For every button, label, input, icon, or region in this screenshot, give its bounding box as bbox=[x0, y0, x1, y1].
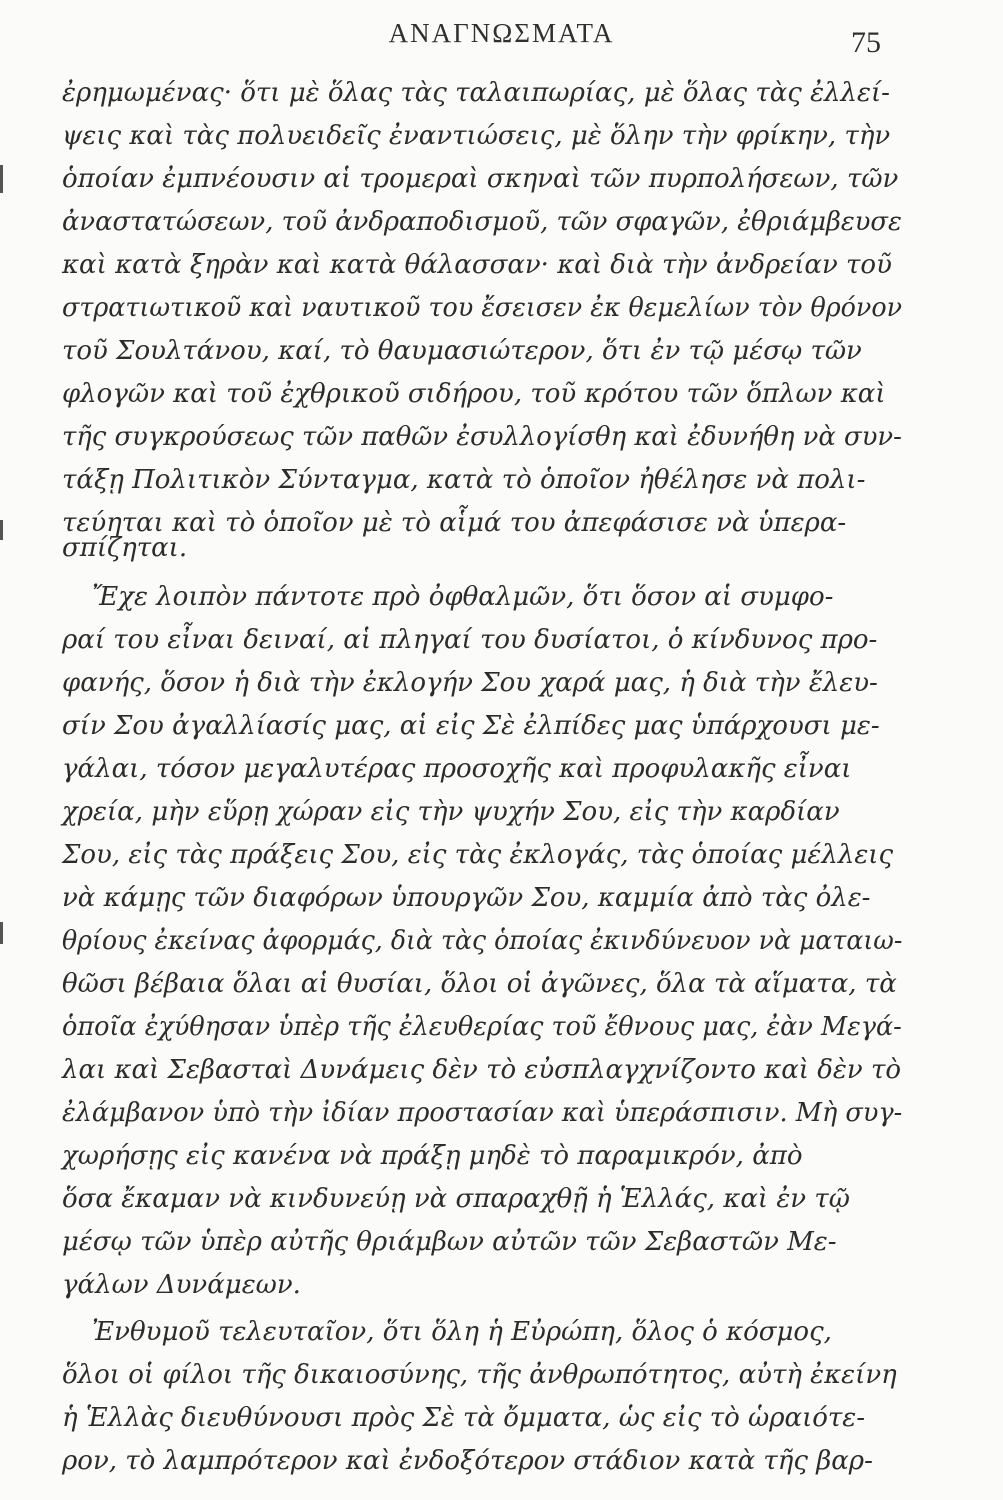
text-line: καὶ κατὰ ξηρὰν καὶ κατὰ θάλασσαν· καὶ διὰ τὴν ἀνδρείαν τοῦ bbox=[62, 250, 892, 280]
text-line: χρεία, μὴν εὕρῃ χώραν εἰς τὴν ψυχήν Σου, εἰς τὴν καρδίαν bbox=[62, 797, 840, 827]
text-line: γάλαι, τόσον μεγαλυτέρας προσοχῆς καὶ προφυλακῆς εἶναι bbox=[62, 754, 852, 784]
running-title: ΑΝΑΓΝΩΣΜΑΤΑ bbox=[388, 18, 615, 48]
text-line: ἀναστατώσεων, τοῦ ἀνδραποδισμοῦ, τῶν σφαγῶν, ἐθριάμβευσε bbox=[62, 207, 902, 237]
text-line: θῶσι βέβαια ὅλαι αἱ θυσίαι, ὅλοι οἱ ἀγῶνες, ὅλα τὰ αἵματα, τὰ bbox=[62, 969, 897, 999]
text-line: σπίζηται. bbox=[62, 533, 188, 563]
text-line: ἡ Ἑλλὰς διευθύνουσι πρὸς Σὲ τὰ ὄμματα, ὡς εἰς τὸ ὡραιότε- bbox=[62, 1403, 866, 1433]
text-line: ὁποίαν ἐμπνέουσιν αἱ τρομεραὶ σκηναὶ τῶν πυρπολήσεων, τῶν bbox=[62, 164, 899, 194]
text-line: τάξῃ Πολιτικὸν Σύνταγμα, κατὰ τὸ ὁποῖον ἠθέλησε νὰ πολι- bbox=[62, 465, 866, 495]
text-line: ἐλάμβανον ὑπὸ τὴν ἰδίαν προστασίαν καὶ ὑπεράσπισιν. Μὴ συγ- bbox=[62, 1098, 903, 1128]
text-line: φλογῶν καὶ τοῦ ἐχθρικοῦ σιδήρου, τοῦ κρότου τῶν ὅπλων καὶ bbox=[62, 379, 886, 409]
text-line: ψεις καὶ τὰς πολυειδεῖς ἐναντιώσεις, μὲ ὅλην τὴν φρίκην, τὴν bbox=[62, 121, 891, 151]
text-line: λαι καὶ Σεβασταὶ Δυνάμεις δὲν τὸ εὐσπλαγχνίζοντο καὶ δὲν τὸ bbox=[62, 1055, 901, 1085]
text-line: μέσῳ τῶν ὑπὲρ αὐτῆς θριάμβων αὐτῶν τῶν Σεβαστῶν Με- bbox=[62, 1227, 837, 1257]
text-line: ὁποῖα ἐχύθησαν ὑπὲρ τῆς ἐλευθερίας τοῦ ἔθνους μας, ἐὰν Μεγά- bbox=[62, 1012, 902, 1042]
binding-edge-mark bbox=[0, 165, 3, 193]
text-line: νὰ κάμῃς τῶν διαφόρων ὑπουργῶν Σου, καμμία ἀπὸ τὰς ὀλε- bbox=[62, 883, 871, 913]
text-line: ὅσα ἔκαμαν νὰ κινδυνεύῃ νὰ σπαραχθῇ ἡ Ἑλλάς, καὶ ἐν τῷ bbox=[62, 1184, 850, 1214]
text-line: φανής, ὅσον ἡ διὰ τὴν ἐκλογήν Σου χαρά μας, ἡ διὰ τὴν ἔλευ- bbox=[62, 668, 878, 698]
text-line: σίν Σου ἀγαλλίασίς μας, αἱ εἰς Σὲ ἐλπίδες μας ὑπάρχουσι με- bbox=[62, 711, 880, 741]
text-line: ὅλοι οἱ φίλοι τῆς δικαιοσύνης, τῆς ἀνθρωπότητος, αὐτὴ ἐκείνη bbox=[62, 1360, 897, 1390]
text-line: Σου, εἰς τὰς πράξεις Σου, εἰς τὰς ἐκλογάς, τὰς ὁποίας μέλλεις bbox=[62, 840, 894, 870]
text-line: ραί του εἶναι δειναί, αἱ πληγαί του δυσίατοι, ὁ κίνδυνος προ- bbox=[62, 625, 878, 655]
text-line: Ἔχε λοιπὸν πάντοτε πρὸ ὀφθαλμῶν, ὅτι ὅσον αἱ συμφο- bbox=[92, 582, 834, 612]
text-line: τεύηται καὶ τὸ ὁποῖον μὲ τὸ αἷμά του ἀπεφάσισε νὰ ὑπερα- bbox=[62, 508, 847, 538]
text-line: τῆς συγκρούσεως τῶν παθῶν ἐσυλλογίσθη καὶ ἐδυνήθη νὰ συν- bbox=[62, 422, 902, 452]
text-line: γάλων Δυνάμεων. bbox=[62, 1270, 301, 1300]
binding-edge-mark bbox=[0, 520, 3, 540]
text-line: τοῦ Σουλτάνου, καί, τὸ θαυμασιώτερον, ὅτι ἐν τῷ μέσῳ τῶν bbox=[62, 336, 862, 366]
text-line: ἐρημωμένας· ὅτι μὲ ὅλας τὰς ταλαιπωρίας, μὲ ὅλας τὰς ἐλλεί- bbox=[62, 78, 890, 108]
page-number: 75 bbox=[851, 26, 881, 59]
binding-edge-mark bbox=[0, 922, 3, 944]
text-line: χωρήσῃς εἰς κανένα νὰ πράξῃ μηδὲ τὸ παραμικρόν, ἀπὸ bbox=[62, 1141, 803, 1171]
text-line: στρατιωτικοῦ καὶ ναυτικοῦ του ἔσεισεν ἐκ θεμελίων τὸν θρόνον bbox=[62, 293, 903, 323]
text-line: Ἐνθυμοῦ τελευταῖον, ὅτι ὅλη ἡ Εὐρώπη, ὅλος ὁ κόσμος, bbox=[92, 1317, 832, 1347]
text-line: θρίους ἐκείνας ἀφορμάς, διὰ τὰς ὁποίας ἐκινδύνευον νὰ ματαιω- bbox=[62, 926, 903, 956]
text-line: ρον, τὸ λαμπρότερον καὶ ἐνδοξότερον στάδιον κατὰ τῆς βαρ- bbox=[62, 1446, 873, 1476]
